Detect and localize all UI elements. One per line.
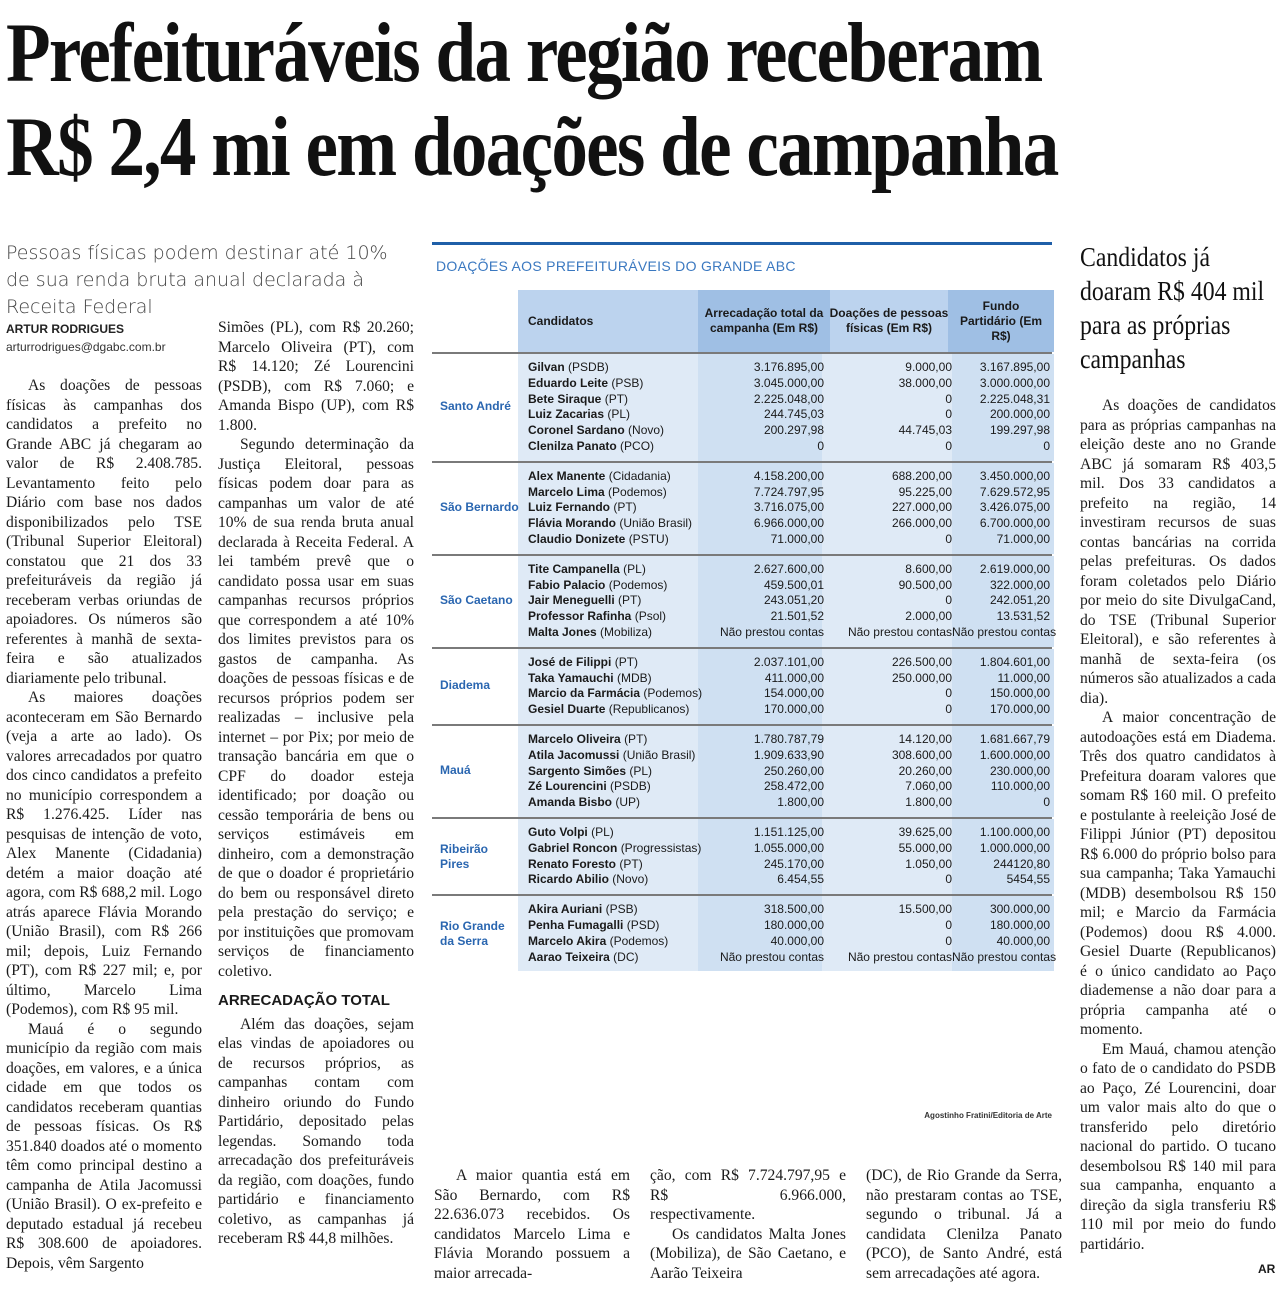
candidate: Marcelo Akira (528, 933, 607, 948)
table-row (518, 360, 1052, 376)
total-amount: 1.780.787,79 (753, 731, 824, 746)
individual-donations: Não prestou contas (847, 949, 952, 964)
total-amount: 258.472,00 (763, 779, 824, 794)
individual-donations: 20.260,00 (898, 763, 952, 778)
party: (PL) (607, 407, 631, 422)
candidate: Eduardo Leite (528, 375, 609, 390)
individual-donations: 0 (945, 917, 952, 932)
headline-line-2: R$ 2,4 mi em doações de campanha (6, 100, 1058, 194)
candidate: Claudio Donizete (528, 531, 626, 546)
table-row (518, 609, 1052, 625)
individual-donations: 0 (945, 686, 952, 701)
city-group (432, 647, 1052, 724)
bottom-column-2 (650, 1166, 846, 1283)
party-fund: 0 (1043, 795, 1050, 810)
party: (PL) (629, 763, 653, 778)
individual-donations: 14.120,00 (898, 731, 952, 746)
city-group (432, 352, 1052, 461)
party: (Republicanos) (608, 702, 690, 717)
party-fund: 40.000,00 (996, 933, 1050, 948)
candidate-name (528, 500, 637, 516)
individual-donations: Não prestou contas (847, 624, 952, 639)
candidate-name (528, 516, 692, 532)
individual-donations: 8.600,00 (905, 561, 952, 576)
individual-donations: 0 (945, 407, 952, 422)
party: (PSTU) (628, 531, 669, 546)
candidate-name (528, 825, 614, 841)
individual-donations: 0 (945, 702, 952, 717)
candidate: José de Filippi (528, 654, 612, 669)
headline-line-1: Prefeituráveis da região receberam (6, 6, 1042, 100)
candidate-name (528, 702, 689, 718)
header-arrecadacao: Arrecadação total da campanha (Em R$) (698, 290, 830, 352)
individual-donations: 0 (945, 872, 952, 887)
individual-donations: 9.000,00 (905, 360, 952, 374)
party-fund: 200.000,00 (989, 407, 1050, 422)
table-row (518, 562, 1052, 578)
table-body (432, 352, 1057, 971)
party: (Mobiliza) (600, 624, 653, 639)
party-fund: 1.681.667,79 (979, 731, 1050, 746)
section-heading: ARRECADAÇÃO TOTAL (218, 992, 390, 1009)
candidate-name (528, 485, 667, 501)
candidate-name (528, 655, 638, 671)
party: (MDB) (616, 670, 652, 685)
table-row (518, 764, 1052, 780)
total-amount: 21.501,52 (770, 609, 824, 624)
city-rows (518, 463, 1052, 554)
bottom-column-3 (866, 1166, 1062, 1283)
table-row (518, 624, 1057, 641)
party: (PSD) (626, 917, 660, 932)
paragraph: Além das doações, sejam elas vindas de apoiadores ou de recursos próprios, as campanhas contam com dinheiro oriundo do Fundo Partidário, depositado pelas legendas. Somando toda arrecadação dos prefeituráveis da região, com doações, fundo partidário e financiamento coletivo, as campanhas já receberam R$ 44,8 milhões. (218, 1015, 414, 1247)
total-amount: 71.000,00 (770, 531, 824, 546)
individual-donations: 1.050,00 (905, 856, 952, 871)
party-fund: 6.700.000,00 (979, 516, 1050, 531)
total-amount: 170.000,00 (763, 702, 824, 717)
table-row (518, 779, 1052, 795)
candidate: Malta Jones (528, 624, 597, 639)
city-group (432, 461, 1052, 554)
candidate: Flávia Morando (528, 516, 617, 531)
table-row (518, 841, 1052, 857)
city-label: Santo André (440, 399, 511, 414)
party-fund: 3.450.000,00 (979, 468, 1050, 483)
table-row (518, 423, 1052, 439)
party-fund: 0 (1043, 438, 1050, 453)
candidate-name (528, 376, 643, 392)
party: (PT) (624, 731, 648, 746)
candidate: Renato Foresto (528, 856, 617, 871)
header-pessoas-fisicas: Doações de pessoas físicas (Em R$) (829, 306, 949, 335)
total-amount: 2.627.600,00 (753, 561, 824, 576)
candidate: Taka Yamauchi (528, 670, 614, 685)
table-row (518, 593, 1052, 609)
party: (Podemos) (643, 686, 703, 701)
table-row (518, 392, 1052, 408)
party-fund: 242.051,20 (989, 593, 1050, 608)
city-rows (518, 556, 1057, 647)
candidate: Zé Lourencini (528, 779, 607, 794)
candidate: Sargento Simões (528, 763, 627, 778)
table-row (518, 795, 1052, 811)
candidate: Guto Volpi (528, 824, 588, 839)
party-fund: 11.000,00 (997, 670, 1050, 685)
headline (6, 6, 1102, 194)
total-amount: 1.800,00 (777, 795, 824, 810)
table-row (518, 469, 1052, 485)
table-row (518, 934, 1052, 950)
candidate: Tite Campanella (528, 561, 620, 576)
party-fund: 2.619.000,00 (979, 561, 1050, 576)
total-amount: 6.454,55 (777, 872, 824, 887)
candidate: Aarao Teixeira (528, 949, 610, 964)
total-amount: Não prestou contas (719, 624, 824, 639)
candidate-name (528, 950, 639, 966)
party-fund: 3.167.895,00 (979, 360, 1050, 374)
city-group (432, 724, 1052, 817)
candidate-name (528, 686, 702, 702)
paragraph: A maior concentração de autodoações está em Diadema. Três dos quatro candidatos à Prefeitura doaram valores que somam R$ 160 mil. O prefeito e postulante à reeleição José de Filippi Júnior (PT) depositou R$ 6.000 do próprio bolso para sua campanha; Taka Yamauchi (MDB) desembolsou R$ 150 mil; e Marcio da Farmácia (Podemos) doou R$ 4.000. Gesiel Duarte (Republicanos) é o único candidato ao Paço diademense a não doar para a própria campanha até o momento. (1080, 709, 1276, 1038)
table-row (518, 702, 1052, 718)
party: (Cidadania) (608, 468, 671, 483)
candidate: Luiz Fernando (528, 500, 610, 515)
candidate-name (528, 392, 628, 408)
city-group (432, 894, 1057, 971)
infographic-title: DOAÇÕES AOS PREFEITURÁVEIS DO GRANDE ABC (436, 258, 796, 274)
candidate: Marcelo Lima (528, 484, 605, 499)
table-header (518, 290, 1054, 352)
party-fund: 110.000,00 (990, 779, 1050, 794)
article-column-2 (218, 318, 414, 1249)
candidate: Akira Auriani (528, 902, 603, 917)
paragraph: Mauá é o segundo município da região com mais doações, em valores, e a única cidade em que todos os candidatos receberam quantias de pessoas físicas. Os R$ 351.840 doados até o momento têm como principal destino a campanha de Atila Jacomussi (União Brasil). O ex-prefeito e deputado estadual já recebeu R$ 308.600 de apoiadores. Depois, vêm Sargento (6, 1020, 202, 1272)
individual-donations: 44.745,03 (898, 423, 952, 438)
party-fund: 7.629.572,95 (979, 484, 1050, 499)
candidate-name (528, 671, 652, 687)
party: (PSB) (605, 902, 638, 917)
sidebar-title-line: para as próprias (1080, 310, 1231, 340)
candidate-name (528, 748, 695, 764)
city-rows (518, 649, 1052, 724)
party: (DC) (613, 949, 639, 964)
candidate-name (528, 902, 638, 918)
party: (Progressistas) (620, 840, 702, 855)
candidate-name (528, 609, 666, 625)
paragraph: As maiores doações aconteceram em São Bernardo (veja a arte ao lado). Os valores arrecadados por quatro dos cinco candidatos a prefeito no município correspondem a R$ 1.276.425. Líder nas pesquisas de intenção de voto, Alex Manente (Cidadania) detém a maior doação até agora, com R$ 688,2 mil. Logo atrás aparece Flávia Morando (União Brasil), com R$ 266 mil; depois, Luiz Fernando (PT), com R$ 227 mil; e, por último, Marcelo Lima (Podemos), com R$ 95 mil. (6, 689, 202, 1018)
total-amount: 154.000,00 (763, 686, 824, 701)
total-amount: Não prestou contas (719, 949, 824, 964)
total-amount: 244.745,03 (763, 407, 824, 422)
candidate-name (528, 872, 648, 888)
city-label: Diadema (440, 678, 491, 693)
candidate: Amanda Bisbo (528, 795, 613, 810)
donations-table (432, 290, 1057, 971)
party: (União Brasil) (619, 516, 693, 531)
candidate-name (528, 625, 652, 641)
total-amount: 2.225.048,00 (753, 391, 824, 406)
paragraph: As doações de pessoas físicas às campanhas dos candidatos a prefeito no Grande ABC já chegaram ao valor de R$ 2.408.785. Levantamento feito pelo Diário com base nos dados disponibilizados pelo TSE (Tribunal Superior Eleitoral) constatou que 21 dos 33 prefeituráveis da região já receberam verbas oriundas de apoiadores. Os números são referentes à manhã de sexta-feira e são atualizados diariamente pelo tribunal. (6, 377, 202, 687)
party-fund: 2.225.048,31 (979, 391, 1050, 406)
table-row (518, 872, 1052, 888)
candidate: Ricardo Abilio (528, 872, 609, 887)
total-amount: 459.500,01 (763, 577, 824, 592)
paragraph: As doações de candidatos para as próprias campanhas na eleição deste ano no Grande ABC já somaram R$ 403,5 mil. Dos 33 candidatos a prefeito na região, 14 investiram recursos de suas contas bancárias na corrida pelas prefeituras. Os dados foram coletados pelo Diário por meio do site DivulgaCand, do TSE (Tribunal Superior Eleitoral), e são referentes à manhã de sexta-feira (os números são atualizados a cada dia). (1080, 397, 1276, 707)
individual-donations: 0 (945, 593, 952, 608)
candidate-name (528, 732, 647, 748)
total-amount: 0 (817, 438, 824, 453)
candidate: Gilvan (528, 360, 565, 374)
table-row (518, 578, 1052, 594)
table-row (518, 857, 1052, 873)
total-amount: 1.151.125,00 (753, 824, 824, 839)
individual-donations: 7.060,00 (905, 779, 952, 794)
candidate-name (528, 857, 643, 873)
candidate: Fabio Palacio (528, 577, 606, 592)
bottom-column-1 (434, 1166, 630, 1283)
individual-donations: 2.000,00 (905, 609, 952, 624)
individual-donations: 308.600,00 (891, 747, 952, 762)
city-rows (518, 354, 1052, 461)
candidate: Penha Fumagalli (528, 917, 624, 932)
party: (PT) (619, 856, 643, 871)
candidate-name (528, 562, 646, 578)
table-row (518, 732, 1052, 748)
total-amount: 7.724.797,95 (753, 484, 824, 499)
candidate-name (528, 795, 640, 811)
table-row (518, 902, 1052, 918)
individual-donations: 0 (945, 933, 952, 948)
paragraph: ção, com R$ 7.724.797,95 e R$ 6.966.000, respectivamente. (650, 1167, 846, 1223)
party-fund: Não prestou contas (952, 949, 1057, 964)
total-amount: 1.909.633,90 (753, 747, 824, 762)
party-fund: 1.100.000,00 (979, 824, 1050, 839)
party-fund: 1.000.000,00 (979, 840, 1050, 855)
candidate-name (528, 841, 701, 857)
city-group (432, 554, 1057, 647)
table-row (518, 825, 1052, 841)
subheadline: Pessoas físicas podem destinar até 10% de sua renda bruta anual declarada à Receita Federal (6, 242, 388, 318)
table-row (518, 748, 1052, 764)
party: (Podemos) (609, 933, 669, 948)
party-fund: 199.297,98 (989, 423, 1050, 438)
individual-donations: 226.500,00 (891, 654, 952, 669)
total-amount: 4.158.200,00 (753, 468, 824, 483)
party: (Novo) (612, 872, 649, 887)
paragraph: (DC), de Rio Grande da Serra, não prestaram contas ao TSE, segundo o tribunal. Já a candidata Clenilza Panato (PCO), de Santo André, está sem arrecadações até agora. (866, 1167, 1062, 1282)
party-fund: 150.000,00 (989, 686, 1050, 701)
candidate: Professor Rafinha (528, 609, 632, 624)
party: (UP) (615, 795, 641, 810)
paragraph: Segundo determinação da Justiça Eleitoral, pessoas físicas podem doar para as campanhas um valor de até 10% de sua renda bruta anual declarada à Receita Federal. A lei também prevê que o candidato possa usar em suas campanhas recursos próprios que correspondem a até 10% dos limites previstos para os gastos de campanha. As doações de pessoas físicas e de recursos próprios podem ser realizadas – inclusive pela internet – por Pix; por meio de transação bancária em que o CPF do doador esteja identificado; por doação ou cessão temporária de bens ou serviços estimáveis em dinheiro, com a demonstração de que o doador é proprietário do bem ou responsável direto pela prestação do serviço; e por instituições que promovam serviços de financiamento coletivo. (218, 436, 414, 980)
sidebar-title-line: Candidatos já (1080, 242, 1211, 272)
candidate-name (528, 578, 667, 594)
paragraph: Simões (PL), com R$ 20.260; Marcelo Oliveira (PT), com R$ 14.120; Zé Lourencini (PSDB), com R$ 7.060; e Amanda Bispo (UP), com R$ 1.800. (218, 319, 414, 434)
party: (PCO) (620, 438, 655, 453)
total-amount: 6.966.000,00 (753, 516, 824, 531)
table-row (518, 516, 1052, 532)
candidate: Alex Manente (528, 468, 606, 483)
paragraph: Em Mauá, chamou atenção o fato de o candidato do PSDB ao Paço, Zé Lourencini, doar um valor mais alto do que o transferido pelo diretório nacional do partido. O tucano desembolsou R$ 140 mil para sua campanha, enquanto a direção da sigla transferiu R$ 110 mil por meio do fundo partidário. (1080, 1040, 1276, 1253)
paragraph: A maior quantia está em São Bernardo, com R$ 22.636.073 recebidos. Os candidatos Marcelo Lima e Flávia Morando possuem a maior arrecada- (434, 1167, 630, 1282)
party-fund: 244120,80 (993, 856, 1050, 871)
party: (PT) (604, 391, 629, 406)
candidate-name (528, 779, 651, 795)
candidate: Luiz Zacarias (528, 407, 605, 422)
total-amount: 243.051,20 (763, 593, 824, 608)
candidate-name (528, 764, 652, 780)
candidate-name (528, 469, 671, 485)
individual-donations: 55.000,00 (898, 840, 952, 855)
party-fund: 180.000,00 (989, 917, 1050, 932)
candidate-name (528, 934, 668, 950)
individual-donations: 39.625,00 (898, 824, 952, 839)
donations-infographic (432, 242, 1056, 1122)
candidate-name (528, 439, 654, 455)
party-fund: 13.531,52 (996, 609, 1050, 624)
candidate: Marcelo Oliveira (528, 731, 621, 746)
total-amount: 3.176.895,00 (753, 360, 824, 374)
table-row (518, 407, 1052, 423)
total-amount: 180.000,00 (763, 917, 824, 932)
city-label: Mauá (440, 763, 471, 778)
city-rows (518, 819, 1052, 894)
party-fund: 1.600.000,00 (979, 747, 1050, 762)
table-row (518, 439, 1052, 455)
city-label: Rio Grande da Serra (440, 918, 505, 948)
party: (PL) (623, 561, 646, 576)
sidebar-title-line: campanhas (1080, 344, 1186, 374)
individual-donations: 250.000,00 (891, 670, 952, 685)
city-label: São Caetano (440, 593, 513, 608)
party-fund: 1.804.601,00 (979, 654, 1050, 669)
party-fund: 322.000,00 (989, 577, 1050, 592)
party: (PSDB) (610, 779, 651, 794)
table-row (518, 686, 1052, 702)
candidate: Gesiel Duarte (528, 702, 606, 717)
table-row (518, 949, 1057, 966)
party: (Podemos) (608, 484, 667, 499)
total-amount: 245.170,00 (763, 856, 824, 871)
candidate-name (528, 593, 641, 609)
total-amount: 40.000,00 (770, 933, 824, 948)
party: (PSB) (611, 375, 644, 390)
total-amount: 318.500,00 (763, 902, 824, 917)
individual-donations: 1.800,00 (905, 795, 952, 810)
total-amount: 3.716.075,00 (753, 500, 824, 515)
total-amount: 2.037.101,00 (753, 654, 824, 669)
city-rows (518, 726, 1052, 817)
candidate: Gabriel Roncon (528, 840, 618, 855)
individual-donations: 0 (945, 438, 952, 453)
candidate: Bete Siraque (528, 391, 602, 406)
individual-donations: 90.500,00 (898, 577, 952, 592)
table-row (518, 918, 1052, 934)
table-row (518, 376, 1052, 392)
sidebar-title (1080, 240, 1265, 376)
table-row (518, 671, 1052, 687)
header-candidatos: Candidatos (528, 313, 594, 328)
individual-donations: 688.200,00 (891, 468, 952, 483)
individual-donations: 95.225,00 (898, 484, 952, 499)
party: (PSDB) (568, 360, 609, 374)
byline: ARTUR RODRIGUES (6, 322, 125, 336)
candidate: Clenilza Panato (528, 438, 617, 453)
party: (PT) (614, 654, 639, 669)
sidebar-article (1080, 396, 1276, 1254)
party: (Podemos) (608, 577, 668, 592)
candidate: Marcio da Farmácia (528, 686, 641, 701)
table-row (518, 532, 1052, 548)
candidate-name (528, 360, 609, 376)
total-amount: 411.000,00 (764, 670, 824, 685)
candidate: Jair Meneguelli (528, 593, 615, 608)
candidate-name (528, 918, 659, 934)
party: (PT) (613, 500, 637, 515)
city-label: Ribeirão Pires (440, 841, 489, 871)
individual-donations: 227.000,00 (891, 500, 952, 515)
party: (União Brasil) (622, 747, 696, 762)
party-fund: 230.000,00 (989, 763, 1050, 778)
party-fund: Não prestou contas (952, 624, 1057, 639)
party-fund: 3.000.000,00 (979, 375, 1050, 390)
header-fundo-partidario: Fundo Partidário (Em R$) (948, 290, 1054, 352)
individual-donations: 0 (945, 391, 952, 406)
table-row (518, 485, 1052, 501)
party-fund: 170.000,00 (989, 702, 1050, 717)
art-credit: Agostinho Fratini/Editoria de Arte (924, 1111, 1052, 1120)
party: (PT) (618, 593, 642, 608)
candidate: Atila Jacomussi (528, 747, 620, 762)
infographic-top-rule (432, 242, 1052, 245)
individual-donations: 38.000,00 (898, 375, 952, 390)
party: (PL) (591, 824, 614, 839)
individual-donations: 0 (945, 531, 952, 546)
candidate-name (528, 407, 630, 423)
city-rows (518, 896, 1057, 971)
paragraph: Os candidatos Malta Jones (Mobiliza), de São Caetano, e Aarão Teixeira (650, 1225, 846, 1282)
table-row (518, 500, 1052, 516)
candidate: Coronel Sardano (528, 423, 625, 438)
candidate-name (528, 423, 664, 439)
city-group (432, 817, 1052, 894)
candidate-name (528, 532, 669, 548)
total-amount: 1.055.000,00 (753, 840, 824, 855)
party-fund: 3.426.075,00 (979, 500, 1050, 515)
individual-donations: 266.000,00 (891, 516, 952, 531)
table-row (518, 655, 1052, 671)
total-amount: 200.297,98 (763, 423, 824, 438)
total-amount: 3.045.000,00 (753, 375, 824, 390)
author-signature: AR (1258, 1262, 1276, 1276)
total-amount: 250.260,00 (763, 763, 824, 778)
author-email[interactable]: arturrodrigues@dgabc.com.br (6, 340, 166, 354)
city-label: São Bernardo (440, 500, 519, 515)
party-fund: 71.000,00 (996, 531, 1050, 546)
party-fund: 300.000,00 (989, 902, 1050, 917)
party: (Novo) (628, 423, 665, 438)
party-fund: 5454,55 (1006, 872, 1050, 887)
sidebar-title-line: doaram R$ 404 mil (1080, 276, 1265, 306)
individual-donations: 15.500,00 (898, 902, 952, 917)
article-column-1 (6, 376, 202, 1273)
party: (Psol) (634, 609, 667, 624)
